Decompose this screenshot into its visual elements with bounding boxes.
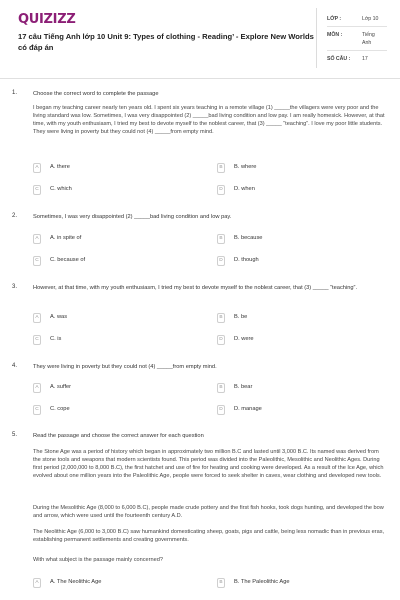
option-letter-box: D	[217, 256, 225, 266]
option-text: B. where	[234, 164, 257, 170]
option-text: D. though	[234, 257, 259, 263]
option-text: A. there	[50, 164, 70, 170]
option-letter-box: C	[33, 256, 41, 266]
option-text: B. be	[234, 314, 248, 320]
question-prompt: They were living in poverty but they could not (4) _____from empty mind.	[33, 364, 217, 370]
question-prompt: Sometimes, I was very disappointed (2) _____bad living condition and low pay.	[33, 214, 232, 220]
option-letter-box: A	[33, 313, 41, 323]
option-letter-box: D	[217, 405, 225, 415]
question-prompt: However, at that time, with my youth enthusiasm, I tried my best to devote myself to the noblest career, that (3) _____ “teaching”.	[33, 285, 358, 291]
option-letter-box: A	[33, 578, 41, 588]
option-text: B. because	[234, 235, 263, 241]
option-letter-box: C	[33, 185, 41, 195]
option-text: A. suffer	[50, 384, 72, 390]
subject-value-line2: Anh	[362, 40, 372, 46]
option-letter-box: B	[217, 234, 225, 244]
worksheet-title: 17 câu Tiếng Anh lớp 10 Unit 9: Types of clothing - Reading’ - Explore New Worlds có đáp án	[18, 32, 314, 52]
count-value: 17	[362, 56, 368, 62]
header-divider	[316, 8, 317, 68]
option-text: A. was	[50, 314, 68, 320]
count-label: SỐ CÂU :	[327, 56, 351, 62]
question-number: 5.	[12, 432, 18, 438]
option-letter-box: B	[217, 578, 225, 588]
subject-value-line1: Tiếng	[362, 32, 375, 38]
option-letter-box: B	[217, 163, 225, 173]
subject-label: MÔN :	[327, 32, 343, 38]
meta-divider	[327, 26, 387, 27]
option-letter-box: C	[33, 335, 41, 345]
option-letter-box: D	[217, 335, 225, 345]
option-text: A. in spite of	[50, 235, 82, 241]
option-letter-box: D	[217, 185, 225, 195]
option-text: A. The Neolithic Age	[50, 579, 102, 585]
question-number: 1.	[12, 90, 18, 96]
quizizz-logo[interactable]: QUIZIZZ	[18, 12, 76, 27]
option-text: B. bear	[234, 384, 253, 390]
question-number: 3.	[12, 284, 18, 290]
option-text: D. when	[234, 186, 255, 192]
question-number: 4.	[12, 363, 18, 369]
passage-paragraph: The Stone Age was a period of history which began in approximately two million B.C and lasted until 3,000 B.C. Its named was derived from the stone tools and weapons that modern scientists found. This period was divided into the Paleolithic, Mesolithic and Neolithic Ages. During first period (2,000,000 to 8,000 B.C), the first hatchet and use of fire for heating and cooking were developed. As a result of the Ice Age, which evolved about one million years into the Paleolithic Age, people were forced to seek shelter in caves, wear clothing and developed new tools.	[33, 449, 384, 480]
option-text: D. manage	[234, 406, 262, 412]
question-sub-prompt: With what subject is the passage mainly concerned?	[33, 557, 163, 563]
question-number: 2.	[12, 213, 18, 219]
option-text: D. were	[234, 336, 254, 342]
option-letter-box: A	[33, 234, 41, 244]
option-letter-box: A	[33, 383, 41, 393]
question-prompt: Read the passage and choose the correct answer for each question	[33, 433, 204, 439]
option-letter-box: C	[33, 405, 41, 415]
meta-divider	[327, 50, 387, 51]
class-label: LỚP :	[327, 16, 342, 22]
question-prompt: Choose the correct word to complete the passage	[33, 91, 159, 97]
passage-paragraph: The Neolithic Age (6,000 to 3,000 B.C) saw humankind domesticating sheep, goats, pigs and cattle, being less nomadic than in previous eras, establishing permanent settlements and creating governments.	[33, 529, 385, 544]
option-letter-box: B	[217, 383, 225, 393]
option-text: B. The Paleolithic Age	[234, 579, 290, 585]
option-text: C. because of	[50, 257, 86, 263]
passage-paragraph: During the Mesolithic Age (8,000 to 6,000 B.C), people made crude pottery and the first fish hooks, took dogs hunting, and developed the bow and arrow, which were used until the fourteenth century A.D.	[33, 505, 384, 520]
header-rule	[0, 78, 400, 79]
option-text: C. which	[50, 186, 72, 192]
class-value: Lớp 10	[362, 16, 379, 22]
worksheet-header	[0, 0, 400, 78]
option-letter-box: A	[33, 163, 41, 173]
option-text: C. is	[50, 336, 62, 342]
option-text: C. cope	[50, 406, 70, 412]
question-passage: I began my teaching career nearly ten years old. I spent six years teaching in a remote village (1) _____the villagers were very poor and the living standard was low. Sometimes, I was very disappointed (2) _____bad living condition and low pay. I am really homesick. However, at that time, with my youth enthusiasm, I tried my best to devote myself to the noblest career, that (3) _____ “teaching”. I love my poor little students. They were living in poverty but they could not (4) _____from empty mind.	[33, 105, 385, 136]
option-letter-box: B	[217, 313, 225, 323]
